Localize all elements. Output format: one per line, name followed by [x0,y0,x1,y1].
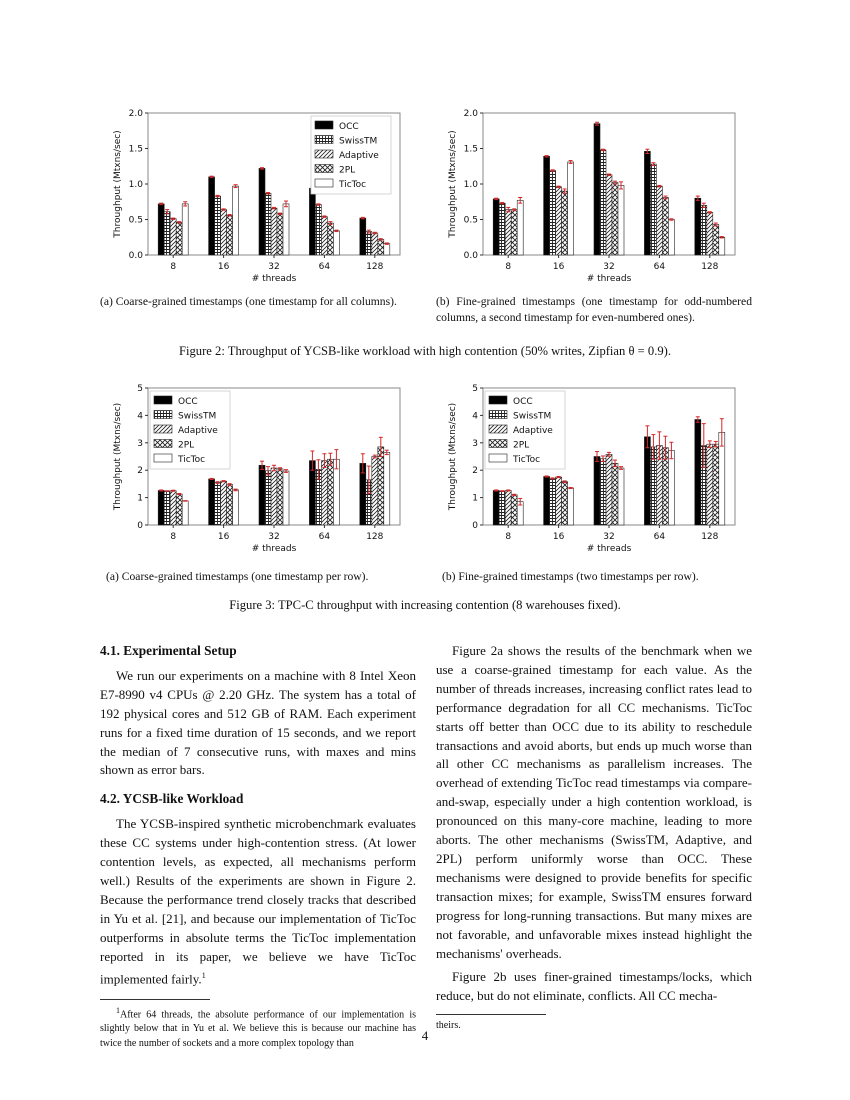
paragraph-experimental-setup: We run our experiments on a machine with 8 Intel Xeon E7-8990 v4 CPUs @ 2.20 GHz. The system has a total of 192 physical cores and 512 GB of RAM. Each experiment runs for a fixed time duration of 15 seconds, and we report the median of 7 consecutive runs, with maxes and mins shown as error bars. [100,667,416,778]
bar-occ [544,156,550,255]
legend-label: OCC [513,397,533,407]
legend-swatch-adaptive [315,150,333,158]
bar-occ [493,490,499,525]
bar-2pl [277,469,283,525]
right-column [436,642,752,1034]
legend-swatch-adaptive [154,425,172,433]
bar-tictoc [719,237,725,255]
bar-2pl [511,210,517,255]
figure-2a-subcaption: (a) Coarse-grained timestamps (one timestamp for all columns). [100,295,397,308]
figure-2a-chart [100,105,420,285]
bar-2pl [227,215,233,255]
bar-swisstm [265,471,271,525]
bar-adaptive [221,210,227,255]
bar-tictoc [568,488,574,525]
bar-occ [209,177,215,255]
legend-label: SwissTM [339,136,378,147]
bar-swisstm [600,459,606,525]
bar-2pl [176,494,182,525]
x-tick-label: 64 [318,262,331,272]
y-tick-label: 2 [472,466,478,477]
bar-2pl [612,183,618,255]
legend-swatch-adaptive [489,425,507,433]
figure-2b-subcaption: (b) Fine-grained timestamps (one timestamp for odd-numbered columns, a second timestamp for even-numbered ones). [436,295,752,324]
bar-occ [544,477,550,525]
y-tick-label: 1.0 [463,180,478,190]
bar-tictoc [283,471,289,525]
y-tick-label: 3 [137,438,143,449]
bar-adaptive [505,210,511,255]
bar-occ [594,457,600,526]
bar-2pl [562,191,568,255]
bar-adaptive [606,454,612,525]
left-column [100,642,416,1051]
bar-adaptive [170,219,176,255]
y-tick-label: 2 [137,466,143,477]
bar-adaptive [656,186,662,255]
y-tick-label: 0 [137,521,143,531]
bar-swisstm [650,164,656,255]
x-tick-label: 128 [366,532,384,542]
bar-swisstm [215,196,221,255]
bar-2pl [378,447,384,525]
x-axis-label: # threads [251,274,297,284]
bar-2pl [176,222,182,255]
bar-occ [360,218,366,255]
bar-occ [158,490,164,525]
bar-2pl [327,223,333,255]
x-tick-label: 32 [268,532,280,542]
y-axis-label: Throughput (Mtxns/sec) [113,130,123,238]
bar-adaptive [372,457,378,526]
x-tick-label: 128 [701,262,719,272]
section-heading-ycsb-workload: 4.2. YCSB-like Workload [100,791,244,807]
figure-2b-chart [435,105,755,285]
x-tick-label: 16 [217,262,230,272]
x-tick-label: 64 [653,262,666,272]
bar-occ [259,168,265,255]
bar-swisstm [499,203,505,255]
legend-label: TicToc [339,180,367,190]
x-tick-label: 16 [217,532,230,542]
y-tick-label: 4 [137,411,143,422]
bar-tictoc [668,450,674,525]
bar-occ [644,151,650,255]
x-tick-label: 8 [505,532,512,542]
figure-3-caption: Figure 3: TPC-C throughput with increasing contention (8 warehouses fixed). [229,598,621,612]
bar-occ [695,420,701,525]
bar-adaptive [271,468,277,525]
bar-tictoc [568,162,574,255]
x-tick-label: 128 [701,532,719,542]
y-tick-label: 1 [137,493,143,504]
figure-3b-chart [435,380,755,555]
y-tick-label: 0.0 [463,251,478,261]
legend-label: OCC [339,122,359,132]
x-tick-label: 8 [505,262,512,272]
bar-tictoc [517,200,523,255]
x-tick-label: 128 [366,262,384,272]
bar-adaptive [321,461,327,525]
bar-occ [695,198,701,255]
y-axis-label: Throughput (Mtxns/sec) [113,402,123,511]
y-tick-label: 3 [472,438,478,449]
bar-swisstm [366,232,372,255]
legend-label: Adaptive [178,426,218,436]
legend-swatch-2pl [154,440,172,448]
footnote-1: $^1$After 64 threads, the absolute performance of our implementation is slightly below that in Yu et al. We believe this is because our machine has twice the number of sockets and a more complex topology than [100,1005,416,1049]
bar-2pl [277,214,283,255]
bar-swisstm [265,193,271,255]
bar-tictoc [668,220,674,256]
bar-occ [493,199,499,255]
y-tick-label: 0 [472,521,478,531]
legend-swatch-tictoc [489,454,507,462]
y-tick-label: 4 [472,411,478,422]
bar-2pl [327,459,333,525]
bar-swisstm [550,478,556,525]
legend-label: 2PL [513,440,530,451]
y-tick-label: 1.5 [128,144,143,155]
bar-swisstm [550,171,556,255]
bar-2pl [662,197,668,255]
footnote-continuation: theirs. [436,1020,461,1032]
bar-adaptive [271,208,277,255]
bar-swisstm [215,483,221,525]
bar-swisstm [499,491,505,525]
bar-adaptive [321,217,327,255]
bar-tictoc [333,231,339,255]
bar-adaptive [221,481,227,525]
legend-label: 2PL [339,165,356,176]
legend-label: SwissTM [178,411,217,422]
x-axis-label: # threads [586,544,632,554]
legend-label: TicToc [178,455,206,465]
footnote-rule [100,999,210,1000]
bar-swisstm [600,150,606,255]
legend-label: SwissTM [513,411,552,422]
bar-occ [209,479,215,525]
legend-label: Adaptive [339,151,379,161]
bar-swisstm [315,205,321,255]
bar-tictoc [233,186,239,255]
legend-swatch-2pl [489,440,507,448]
bar-tictoc [182,501,188,525]
x-tick-label: 32 [268,262,280,272]
y-tick-label: 1.0 [128,180,143,190]
x-tick-label: 64 [653,532,666,542]
figure-3b-subcaption: (b) Fine-grained timestamps (two timestamps per row). [442,570,699,583]
legend-label: TicToc [513,455,541,465]
figure-2-caption: Figure 2: Throughput of YCSB-like workload with high contention (50% writes, Zipfian θ = 0.9). [179,344,671,358]
figure-3a-subcaption: (a) Coarse-grained timestamps (one timestamp per row). [106,570,369,583]
legend-swatch-occ [315,121,333,129]
y-tick-label: 0.5 [463,215,478,226]
y-tick-label: 2.0 [128,109,143,119]
bar-adaptive [170,491,176,525]
bar-2pl [713,444,719,525]
legend-label: Adaptive [513,426,553,436]
bar-occ [309,188,315,255]
bar-tictoc [618,185,624,255]
x-tick-label: 16 [552,532,565,542]
bar-2pl [612,463,618,525]
bar-occ [644,437,650,525]
legend-swatch-occ [154,396,172,404]
bar-2pl [378,239,384,255]
legend-swatch-tictoc [315,179,333,187]
paragraph-figure-2b: Figure 2b uses finer-grained timestamps/locks, which reduce, but do not eliminate, conflicts. All CC mecha- [436,969,752,1004]
legend-label: 2PL [178,440,195,451]
bar-occ [594,124,600,255]
bar-adaptive [372,233,378,255]
y-tick-label: 5 [137,384,143,394]
x-tick-label: 32 [603,532,615,542]
legend-swatch-swisstm [154,411,172,419]
legend-swatch-2pl [315,165,333,173]
y-tick-label: 0.5 [128,215,143,226]
footnote-rule [436,1014,546,1015]
bar-2pl [713,224,719,255]
y-tick-label: 5 [472,384,478,394]
legend-swatch-swisstm [315,136,333,144]
bar-tictoc [182,204,188,255]
y-axis-label: Throughput (Mtxns/sec) [448,402,458,511]
legend-swatch-swisstm [489,411,507,419]
bar-adaptive [707,444,713,525]
y-tick-label: 0.0 [128,251,143,261]
bar-occ [158,204,164,255]
x-tick-label: 8 [170,532,177,542]
footnote-marker: 1 [201,970,206,980]
legend-swatch-occ [489,396,507,404]
bar-tictoc [618,468,624,525]
paragraph-figure-2a: Figure 2a shows the results of the benchmark when we use a coarse-grained timestamp for each value. As the number of threads increases, increasing conflict rates lead to performance degradation for all CC mechanisms. TicToc starts off better than OCC due to its ability to reschedule transactions and avoid aborts, but ends up much worse than all other CC mechanisms as parallelism increases. The overhead of extending TicToc read timestamps via compare-and-swap, especially under a high contention workload, is pronounced on this many-core machine, leading to more aborts. The other mechanisms (SwissTM, Adaptive, and 2PL) perform uniformly worse than OCC. These mechanisms were designed to provide benefits for specific transaction mixes; for example, SwissTM ensures forward progress for long-running transactions. But many mixes are not favorable, and unfavorable mixes instead highlight the mechanisms' overheads. [436,643,752,961]
bar-tictoc [384,244,390,255]
bar-tictoc [233,490,239,525]
bar-swisstm [701,205,707,255]
bar-swisstm [164,212,170,255]
bar-adaptive [606,175,612,255]
bar-adaptive [707,212,713,255]
bar-tictoc [283,204,289,255]
x-tick-label: 16 [552,262,565,272]
legend-label: OCC [178,397,198,407]
x-axis-label: # threads [586,274,632,284]
bar-occ [259,465,265,525]
x-tick-label: 32 [603,262,615,272]
bar-swisstm [164,491,170,525]
page-number: 4 [421,1028,429,1043]
bar-adaptive [505,490,511,525]
x-axis-label: # threads [251,544,297,554]
figure-3a-chart [100,380,420,555]
legend-swatch-tictoc [154,454,172,462]
y-tick-label: 1 [472,493,478,504]
x-tick-label: 64 [318,532,331,542]
y-tick-label: 2.0 [463,109,478,119]
paragraph-ycsb-workload: The YCSB-inspired synthetic microbenchmark evaluates these CC systems under high-contention stress. (At lower contention levels, as expected, all mechanisms perform well.) Results of the experiments are shown in Figure 2. Because the performance trend closely tracks that described in Yu et al. [21], and because our implementation of TicToc outperforms in absolute terms the TicToc implementation reported in its paper, we believe we have TicToc implemented fairly.$^1$ [100,816,416,986]
bar-2pl [511,495,517,525]
bar-adaptive [556,187,562,255]
bar-2pl [227,484,233,525]
x-tick-label: 8 [170,262,177,272]
bar-2pl [562,482,568,525]
bar-adaptive [556,477,562,525]
bar-tictoc [384,452,390,525]
y-axis-label: Throughput (Mtxns/sec) [448,130,458,238]
section-heading-experimental-setup: 4.1. Experimental Setup [100,643,237,658]
y-tick-label: 1.5 [463,144,478,155]
